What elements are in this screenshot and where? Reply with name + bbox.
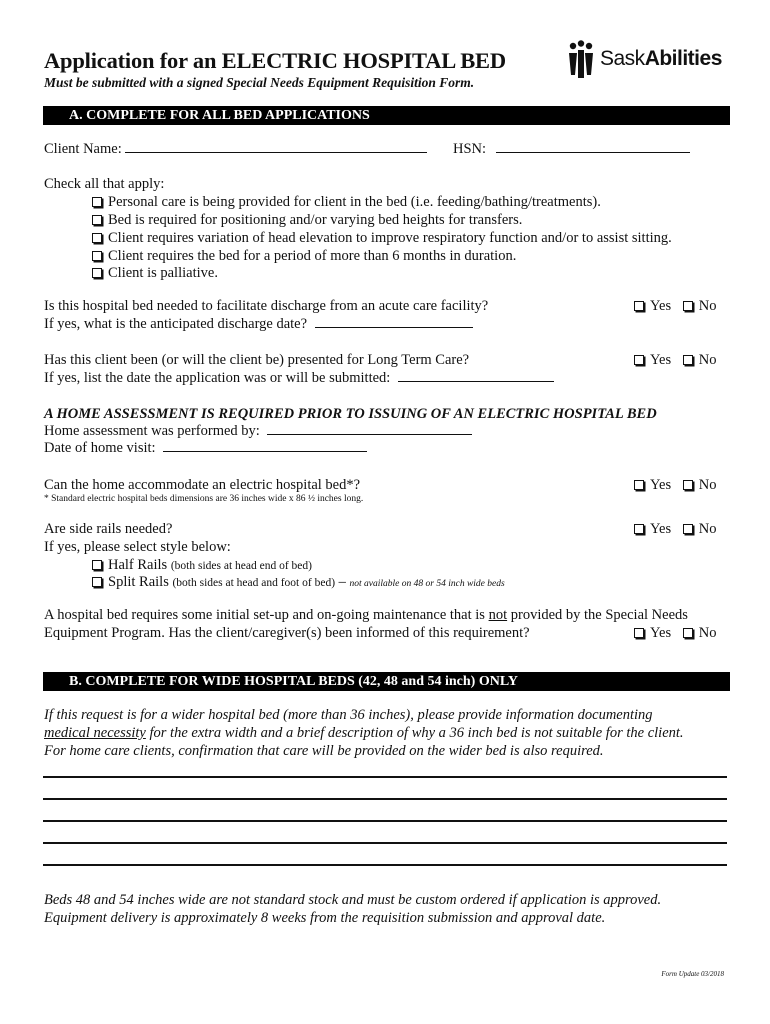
ltc-no-checkbox[interactable] xyxy=(683,355,693,365)
discharge-date-field[interactable] xyxy=(315,316,473,328)
accommodate-no-checkbox[interactable] xyxy=(683,480,693,490)
half-rails-checkbox[interactable] xyxy=(92,560,102,570)
maintenance-text: A hospital bed requires some initial set-up and on-going maintenance that is not provided by the Special Needs xyxy=(44,607,688,623)
writing-line[interactable] xyxy=(43,776,727,778)
checkbox[interactable] xyxy=(92,233,102,243)
writing-line[interactable] xyxy=(43,842,727,844)
checklist-item: Client requires the bed for a period of more than 6 months in duration. xyxy=(92,248,516,265)
maintenance-yes-checkbox[interactable] xyxy=(634,628,644,638)
rail-style-label: If yes, please select style below: xyxy=(44,539,231,555)
side-rails-no-checkbox[interactable] xyxy=(683,524,693,534)
hsn-field[interactable] xyxy=(496,141,690,153)
discharge-question: Is this hospital bed needed to facilitate discharge from an acute care facility? xyxy=(44,298,489,314)
logo-wordmark: SaskAbilities xyxy=(600,47,722,70)
delivery-note: Equipment delivery is approximately 8 weeks from the requisition submission and approval date. xyxy=(44,910,606,926)
saskabilities-logo-icon xyxy=(566,40,596,82)
section-b-heading: B. COMPLETE FOR WIDE HOSPITAL BEDS (42, 48 and 54 inch) ONLY xyxy=(43,672,730,691)
visit-date-field[interactable] xyxy=(163,440,367,452)
client-name-row xyxy=(44,141,427,158)
home-assessment-heading: A HOME ASSESSMENT IS REQUIRED PRIOR TO ISSUING OF AN ELECTRIC HOSPITAL BED xyxy=(44,406,657,422)
custom-order-note: Beds 48 and 54 inches wide are not standard stock and must be custom ordered if application is approved. xyxy=(44,892,662,908)
accommodate-yes-no: Yes No xyxy=(634,477,716,494)
checkbox[interactable] xyxy=(92,251,102,261)
assessment-by-row: Home assessment was performed by: xyxy=(44,423,472,440)
accommodate-yes-checkbox[interactable] xyxy=(634,480,644,490)
assessment-by-field[interactable] xyxy=(267,423,472,435)
accommodate-question: Can the home accommodate an electric hospital bed*? xyxy=(44,477,361,493)
form-title: Application for an ELECTRIC HOSPITAL BED xyxy=(44,48,506,73)
discharge-date-row: If yes, what is the anticipated discharge date? xyxy=(44,316,473,333)
wide-bed-instructions: If this request is for a wider hospital bed (more than 36 inches), please provide information documenting xyxy=(44,707,653,723)
checklist-item: Client is palliative. xyxy=(92,265,218,282)
half-rails-option: Half Rails (both sides at head end of bed) xyxy=(92,557,312,574)
writing-line[interactable] xyxy=(43,820,727,822)
ltc-yes-checkbox[interactable] xyxy=(634,355,644,365)
maintenance-text-line-2: Equipment Program. Has the client/caregiver(s) been informed of this requirement? xyxy=(44,625,530,641)
split-rails-checkbox[interactable] xyxy=(92,577,102,587)
hsn-row xyxy=(453,141,690,158)
checklist-item: Client requires variation of head elevation to improve respiratory function and/or to assist sitting. xyxy=(92,230,672,247)
client-name-field[interactable] xyxy=(125,141,427,153)
ltc-yes-no: Yes No xyxy=(634,352,716,369)
accommodate-note: * Standard electric hospital beds dimensions are 36 inches wide x 86 ½ inches long. xyxy=(44,494,364,504)
saskabilities-logo xyxy=(566,40,730,82)
discharge-yes-checkbox[interactable] xyxy=(634,301,644,311)
visit-date-row: Date of home visit: xyxy=(44,440,367,457)
section-a-heading: A. COMPLETE FOR ALL BED APPLICATIONS xyxy=(43,106,730,125)
checklist-item: Personal care is being provided for client in the bed (i.e. feeding/bathing/treatments). xyxy=(92,194,601,211)
maintenance-yes-no: Yes No xyxy=(634,625,716,642)
wide-bed-instructions-line-2: medical necessity for the extra width and a brief description of why a 36 inch bed is not suitable for the client. xyxy=(44,725,684,741)
side-rails-question: Are side rails needed? xyxy=(44,521,173,537)
form-subtitle: Must be submitted with a signed Special Needs Equipment Requisition Form. xyxy=(44,75,475,90)
form-update-footer: Form Update 03/2018 xyxy=(661,970,724,978)
ltc-question: Has this client been (or will the client be) presented for Long Term Care? xyxy=(44,352,470,368)
hsn-label: HSN: xyxy=(453,141,487,157)
checklist-item: Bed is required for positioning and/or varying bed heights for transfers. xyxy=(92,212,522,229)
side-rails-yes-checkbox[interactable] xyxy=(634,524,644,534)
client-name-label: Client Name: xyxy=(44,141,122,157)
writing-line[interactable] xyxy=(43,798,727,800)
side-rails-yes-no: Yes No xyxy=(634,521,716,538)
checkbox[interactable] xyxy=(92,268,102,278)
checkbox[interactable] xyxy=(92,197,102,207)
ltc-date-row: If yes, list the date the application was or will be submitted: xyxy=(44,370,554,387)
writing-line[interactable] xyxy=(43,864,727,866)
wide-bed-instructions-line-3: For home care clients, confirmation that care will be provided on the wider bed is also required. xyxy=(44,743,604,759)
discharge-no-checkbox[interactable] xyxy=(683,301,693,311)
check-all-label: Check all that apply: xyxy=(44,176,165,192)
split-rails-option: Split Rails (both sides at head and foot of bed) – not available on 48 or 54 inch wide beds xyxy=(92,574,505,591)
discharge-yes-no: Yes No xyxy=(634,298,716,315)
ltc-date-field[interactable] xyxy=(398,370,554,382)
maintenance-no-checkbox[interactable] xyxy=(683,628,693,638)
checkbox[interactable] xyxy=(92,215,102,225)
